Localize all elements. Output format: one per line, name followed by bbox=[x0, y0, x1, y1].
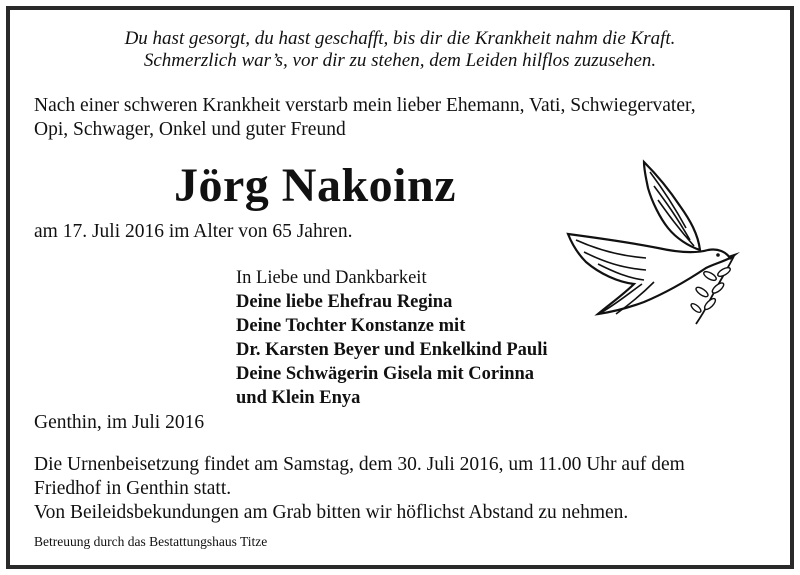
intro-line: Nach einer schweren Krankheit verstarb mein lieber Ehemann, Vati, Schwiegervater, bbox=[34, 95, 696, 116]
poem-line: Schmerzlich war’s, vor dir zu stehen, dem Leiden hilflos zuzusehen. bbox=[143, 50, 657, 71]
mourner-line: und Klein Enya bbox=[236, 388, 361, 408]
mourner-line: Deine Tochter Konstanze mit bbox=[236, 316, 466, 336]
funeral-line: Friedhof in Genthin statt. bbox=[34, 478, 232, 499]
mourner-line: Deine liebe Ehefrau Regina bbox=[236, 292, 453, 312]
mourners-intro: In Liebe und Dankbarkeit bbox=[236, 268, 427, 288]
funeral-info bbox=[34, 453, 774, 525]
death-info: am 17. Juli 2016 im Alter von 65 Jahren. bbox=[34, 221, 353, 242]
place-date: Genthin, im Juli 2016 bbox=[34, 412, 205, 433]
mourner-line: Deine Schwägerin Gisela mit Corinna bbox=[236, 364, 535, 384]
dove-with-olive-branch-icon bbox=[558, 158, 748, 326]
obituary-frame bbox=[6, 6, 794, 569]
intro-line: Opi, Schwager, Onkel und guter Freund bbox=[34, 119, 346, 140]
poem bbox=[10, 28, 790, 72]
mourner-line: Dr. Karsten Beyer und Enkelkind Pauli bbox=[236, 340, 548, 360]
poem-line: Du hast gesorgt, du hast geschafft, bis dir die Krankheit nahm die Kraft. bbox=[124, 28, 676, 49]
funeral-line: Von Beileidsbekundungen am Grab bitten wir höflichst Abstand zu nehmen. bbox=[34, 502, 629, 523]
intro-text bbox=[34, 94, 774, 142]
deceased-name: Jörg Nakoinz bbox=[174, 159, 456, 212]
mourners-block bbox=[236, 266, 547, 410]
funeral-line: Die Urnenbeisetzung findet am Samstag, dem 30. Juli 2016, um 11.00 Uhr auf dem bbox=[34, 454, 685, 475]
funeral-home-credit: Betreuung durch das Bestattungshaus Titze bbox=[34, 534, 268, 549]
